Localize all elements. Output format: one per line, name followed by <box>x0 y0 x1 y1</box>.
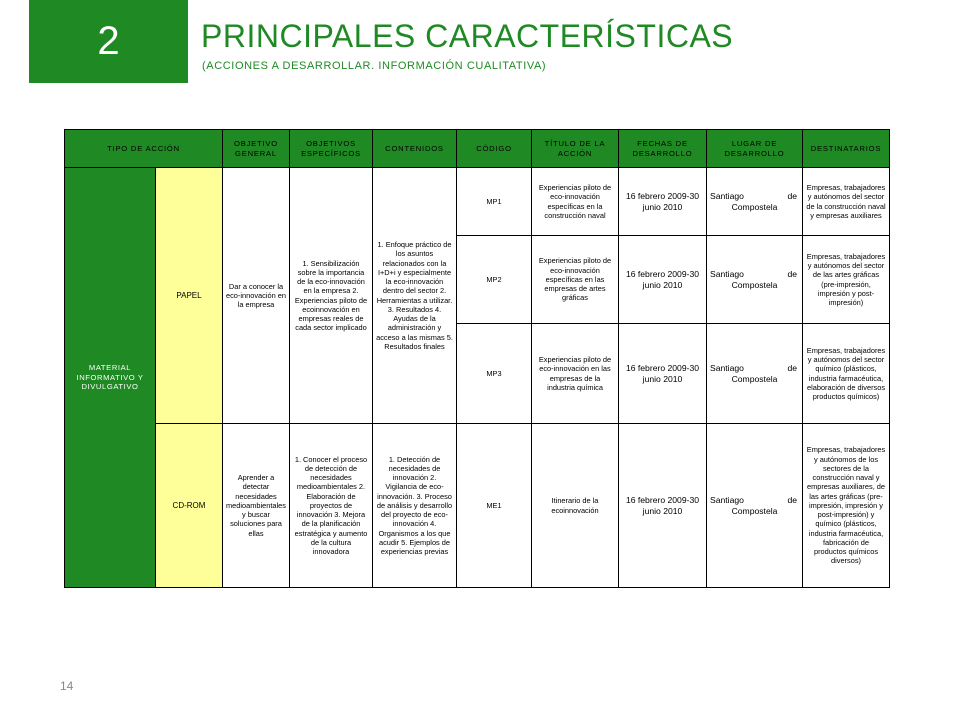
papel-objetivos-especificos: 1. Sensibilización sobre la importancia de la eco-innovación en la empresa 2. Experiencias piloto de ecoinnovación en empresas reales de cada sector implicado <box>290 168 373 424</box>
cdrom-label: CD-ROM <box>156 424 223 588</box>
titulo-cell: Itinerario de la ecoinnovación <box>532 424 619 588</box>
actions-table <box>64 129 890 588</box>
section-number-box <box>29 0 188 83</box>
lugar-cell <box>707 236 803 324</box>
header-tipo: TIPO DE ACCIÓN <box>65 130 223 168</box>
header-destinatarios: DESTINATARIOS <box>803 130 890 168</box>
codigo-cell: MP1 <box>457 168 532 236</box>
tipo-accion-cell: MATERIAL INFORMATIVO Y DIVULGATIVO <box>65 168 156 588</box>
table-row <box>65 168 890 236</box>
papel-objetivo-general: Dar a conocer la eco-innovación en la empresa <box>223 168 290 424</box>
destinatarios-cell: Empresas, trabajadores y autónomos del sector químico (plásticos, industria farmacéutica, elaboración de diversos productos químicos) <box>803 324 890 424</box>
destinatarios-cell: Empresas, trabajadores y autónomos del sector de las artes gráficas (pre-impresión, impresión y post-impresión) <box>803 236 890 324</box>
header-row <box>65 130 890 168</box>
lugar-de: de <box>787 494 797 505</box>
destinatarios-cell: Empresas, trabajadores y autónomos de los sectores de la construcción naval y empresas auxiliares, de las artes gráficas (pre-impresión, impresión y post-impresión) y químico (plásticos, industria farmacéutica, fabricación de productos químicos diversos) <box>803 424 890 588</box>
lugar-city-2: Compostela <box>731 505 778 516</box>
cdrom-contenidos: 1. Detección de necesidades de innovación 2. Vigilancia de eco-innovación. 3. Proceso de análisis y desarrollo del proyecto de eco-innovación 4. Organismos a los que acudir 5. Ejemplos de experiencias previas <box>373 424 457 588</box>
codigo-cell: ME1 <box>457 424 532 588</box>
papel-contenidos: 1. Enfoque práctico de los asuntos relacionados con la I+D+i y especialmente la eco-innovación dentro del sector 2. Herramientas a utilizar. 3. Resultados 4. Ayudas de la administración y acceso a las mismas 5. Resultados finales <box>373 168 457 424</box>
lugar-city-2: Compostela <box>731 279 778 290</box>
header-lugar: LUGAR DE DESARROLLO <box>707 130 803 168</box>
lugar-de: de <box>787 268 797 279</box>
page-title: PRINCIPALES CARACTERÍSTICAS <box>201 18 734 54</box>
lugar-cell <box>707 424 803 588</box>
header-contenidos: CONTENIDOS <box>373 130 457 168</box>
header-titulo: TÍTULO DE LA ACCIÓN <box>532 130 619 168</box>
lugar-cell <box>707 168 803 236</box>
titulo-cell: Experiencias piloto de eco-innovación específicas en la construcción naval <box>532 168 619 236</box>
lugar-de: de <box>787 190 797 201</box>
fechas-cell: 16 febrero 2009-30 junio 2010 <box>619 168 707 236</box>
lugar-city: Santiago <box>710 190 744 201</box>
cdrom-objetivo-general: Aprender a detectar necesidades medioambientales y buscar soluciones para ellas <box>223 424 290 588</box>
page-number: 14 <box>60 679 74 693</box>
codigo-cell: MP2 <box>457 236 532 324</box>
codigo-cell: MP3 <box>457 324 532 424</box>
lugar-city-2: Compostela <box>731 201 778 212</box>
titulo-cell: Experiencias piloto de eco-innovación en las empresas de la industria química <box>532 324 619 424</box>
lugar-city: Santiago <box>710 362 744 373</box>
page-subtitle: (ACCIONES A DESARROLLAR. INFORMACIÓN CUALITATIVA) <box>202 60 547 72</box>
lugar-cell <box>707 324 803 424</box>
lugar-de: de <box>787 362 797 373</box>
fechas-cell: 16 febrero 2009-30 junio 2010 <box>619 324 707 424</box>
destinatarios-cell: Empresas, trabajadores y autónomos del sector de la construcción naval y empresas auxiliares <box>803 168 890 236</box>
lugar-city: Santiago <box>710 268 744 279</box>
header-fechas: FECHAS DE DESARROLLO <box>619 130 707 168</box>
fechas-cell: 16 febrero 2009-30 junio 2010 <box>619 424 707 588</box>
fechas-cell: 16 febrero 2009-30 junio 2010 <box>619 236 707 324</box>
papel-label: PAPEL <box>156 168 223 424</box>
cdrom-objetivos-especificos: 1. Conocer el proceso de detección de necesidades medioambientales 2. Elaboración de proyectos de innovación 3. Mejora de la planificación estratégica y aumento de la cultura innovadora <box>290 424 373 588</box>
header-objetivos-especificos: OBJETIVOS ESPECÍFICOS <box>290 130 373 168</box>
section-number: 2 <box>97 19 120 63</box>
header-objetivo-general: OBJETIVO GENERAL <box>223 130 290 168</box>
lugar-city-2: Compostela <box>731 373 778 384</box>
header-codigo: CÓDIGO <box>457 130 532 168</box>
titulo-cell: Experiencias piloto de eco-innovación específicas en las empresas de artes gráficas <box>532 236 619 324</box>
lugar-city: Santiago <box>710 494 744 505</box>
table-row <box>65 424 890 588</box>
